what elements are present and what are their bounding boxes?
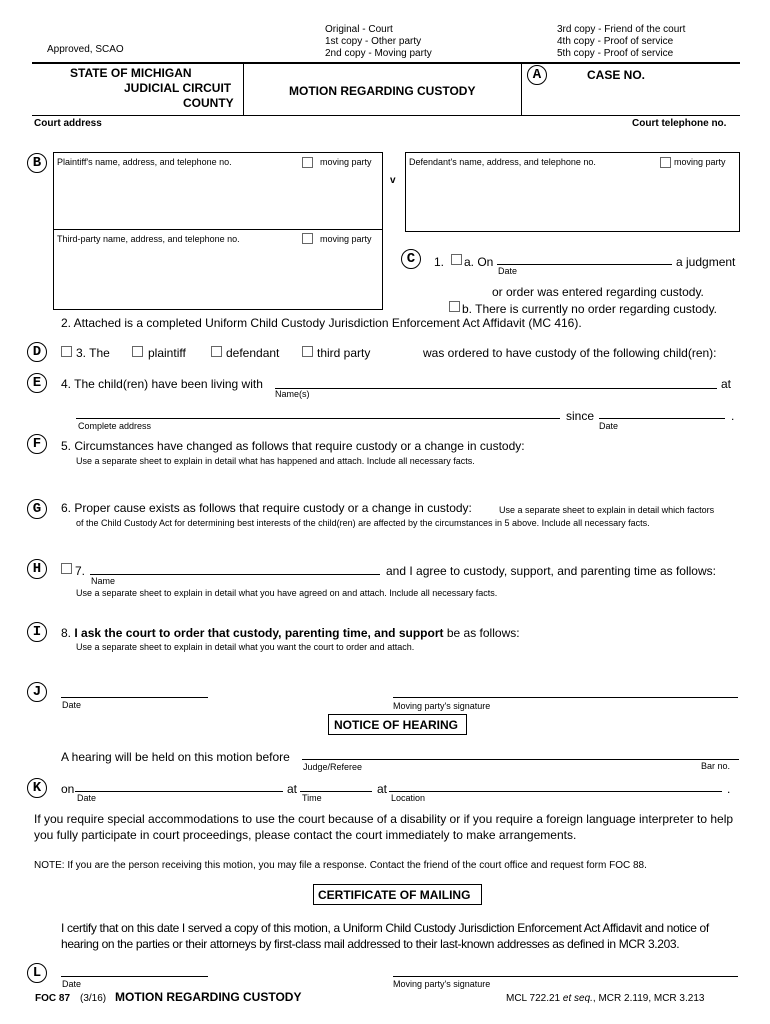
marker-j-icon: J [27, 682, 47, 702]
item6-note-2: of the Child Custody Act for determining best interests of the child(ren) are affected by the circumstances in 5 above. Include all necessary facts. [76, 518, 650, 528]
accommodations-text: If you require special accommodations to use the court because of a disability or if you require a foreign language interpreter to help you fully participate in court proceedings, please contact the court immediately to make arrangements. [34, 812, 734, 842]
sig2-signature-caption: Moving party's signature [393, 979, 491, 989]
state-label: STATE OF MICHIGAN [70, 66, 192, 80]
item4-date-caption: Date [599, 421, 619, 431]
court-address-label: Court address [34, 118, 102, 129]
item2-text: 2. Attached is a completed Uniform Child Custody Jurisdiction Enforcement Act Affidavit (MC 416). [61, 316, 582, 330]
item1b-checkbox[interactable] [449, 301, 460, 312]
item1-judgment-text: a judgment [676, 255, 736, 269]
moving-party-label: moving party [320, 234, 372, 244]
item4-text: 4. The child(ren) have been living with [61, 377, 263, 391]
item4-at: at [721, 377, 732, 391]
item1a-label: a. On [464, 255, 494, 269]
item7-note: Use a separate sheet to explain in detail what you have agreed on and attach. Include all necessary facts. [76, 588, 498, 598]
divider [521, 63, 522, 116]
certificate-text: I certify that on this date I served a copy of this motion, a Uniform Child Custody Jurisdiction Enforcement Act Affidavit and notice of hearing on the parties or their attorneys by first-class mail addressed to their last-known addresses as defined in MCR 3.203. [61, 921, 709, 951]
sig1-signature-caption: Moving party's signature [393, 701, 491, 711]
hearing-date-field[interactable] [75, 791, 283, 792]
copy-line: 5th copy - Proof of service [557, 48, 674, 59]
item3-plaintiff-label: plaintiff [148, 346, 186, 360]
sig1-date-caption: Date [62, 700, 82, 710]
moving-party-label: moving party [674, 157, 726, 167]
response-note: NOTE: If you are the person receiving this motion, you may file a response. Contact the friend of the court office and request form FOC 88. [34, 860, 647, 871]
at-label-2: at [377, 782, 388, 796]
item3-defendant-label: defendant [226, 346, 280, 360]
copy-distribution-left [325, 24, 432, 60]
form-number: FOC 87 [35, 993, 71, 1004]
judge-caption: Judge/Referee [303, 762, 363, 772]
defendant-moving-party-checkbox[interactable] [660, 157, 671, 168]
copy-line: 2nd copy - Moving party [325, 48, 432, 59]
item1-continuation: or order was entered regarding custody. [492, 285, 704, 299]
third-party-label: Third-party name, address, and telephone no. [57, 234, 240, 244]
sig1-signature-field[interactable] [393, 697, 738, 698]
citation-mcl: MCL 722.21 [506, 993, 563, 1004]
copy-line: Original - Court [325, 24, 393, 35]
item3-rest: was ordered to have custody of the following child(ren): [423, 346, 717, 360]
sig2-date-caption: Date [62, 979, 82, 989]
item8-text [61, 626, 520, 640]
item8-bold-text: I ask the court to order that custody, parenting time, and support [74, 626, 444, 640]
defendant-label: Defendant's name, address, and telephone no. [409, 157, 596, 167]
item4-names-field[interactable] [275, 388, 717, 389]
marker-e-icon: E [27, 373, 47, 393]
hearing-text: A hearing will be held on this motion before [61, 750, 290, 764]
item6-text: 6. Proper cause exists as follows that require custody or a change in custody: [61, 501, 472, 515]
judicial-circuit-label: JUDICIAL CIRCUIT [124, 81, 232, 95]
plaintiff-label: Plaintiff's name, address, and telephone no. [57, 157, 232, 167]
divider [243, 63, 244, 116]
marker-b-icon: B [27, 153, 47, 173]
hearing-time-caption: Time [302, 793, 322, 803]
item3-defendant-checkbox[interactable] [211, 346, 222, 357]
item3-label: 3. The [76, 346, 110, 360]
copy-line: 4th copy - Proof of service [557, 36, 674, 47]
item4-address-caption: Complete address [78, 421, 152, 431]
form-revision: (3/16) [80, 993, 107, 1004]
item6-note-1: Use a separate sheet to explain in detail which factors [499, 505, 715, 515]
item1-number: 1. [434, 255, 445, 269]
item8-rest: be as follows: [446, 626, 520, 640]
marker-i-icon: I [27, 622, 47, 642]
citation-et-seq: et seq. [562, 993, 593, 1004]
marker-l-icon: L [27, 963, 47, 983]
bar-no-caption: Bar no. [701, 761, 731, 771]
third-party-moving-party-checkbox[interactable] [302, 233, 313, 244]
item4-period: . [731, 409, 735, 423]
item3-plaintiff-checkbox[interactable] [132, 346, 143, 357]
item3-third-party-checkbox[interactable] [302, 346, 313, 357]
hearing-location-caption: Location [391, 793, 426, 803]
item3-checkbox[interactable] [61, 346, 72, 357]
item1-date-field[interactable] [497, 264, 672, 265]
marker-a-icon: A [527, 65, 547, 85]
item1-date-caption: Date [498, 266, 518, 276]
marker-c-icon: C [401, 249, 421, 269]
item3-third-party-label: third party [317, 346, 371, 360]
form-title: MOTION REGARDING CUSTODY [289, 84, 476, 98]
footer-title: MOTION REGARDING CUSTODY [115, 990, 302, 1004]
item5-note: Use a separate sheet to explain in detail what has happened and attach. Include all necessary facts. [76, 456, 475, 466]
marker-h-icon: H [27, 559, 47, 579]
item4-date-field[interactable] [599, 418, 725, 419]
at-label-1: at [287, 782, 298, 796]
approval-text: Approved, SCAO [47, 44, 124, 55]
copy-distribution-right [557, 24, 685, 60]
item7-checkbox[interactable] [61, 563, 72, 574]
item7-rest: and I agree to custody, support, and parenting time as follows: [386, 564, 716, 578]
copy-line: 1st copy - Other party [325, 36, 422, 47]
item7-name-field[interactable] [90, 574, 380, 575]
item7-number: 7. [75, 564, 86, 578]
plaintiff-moving-party-checkbox[interactable] [302, 157, 313, 168]
item4-since: since [566, 409, 595, 423]
item1b-label: b. There is currently no order regarding custody. [462, 302, 718, 316]
county-label: COUNTY [183, 96, 234, 110]
moving-party-label: moving party [320, 157, 372, 167]
notice-title: NOTICE OF HEARING [334, 718, 459, 732]
hearing-period: . [727, 782, 731, 796]
certificate-title: CERTIFICATE OF MAILING [318, 888, 471, 902]
on-label: on [61, 782, 75, 796]
marker-d-icon: D [27, 342, 47, 362]
hearing-date-caption: Date [77, 793, 97, 803]
item8-note: Use a separate sheet to explain in detail what you want the court to order and attach. [76, 642, 415, 652]
item8-number: 8. [61, 626, 72, 640]
item7-name-caption: Name [91, 576, 116, 586]
citation-mcr: , MCR 2.119, MCR 3.213 [592, 993, 705, 1004]
hearing-time-field[interactable] [300, 791, 372, 792]
marker-g-icon: G [27, 499, 47, 519]
marker-f-icon: F [27, 434, 47, 454]
item1a-checkbox[interactable] [451, 254, 462, 265]
item4-address-field[interactable] [76, 418, 560, 419]
item4-names-caption: Name(s) [275, 389, 310, 399]
item5-text: 5. Circumstances have changed as follows that require custody or a change in custody: [61, 439, 525, 453]
hearing-location-field[interactable] [389, 791, 722, 792]
copy-line: 3rd copy - Friend of the court [557, 24, 686, 35]
court-phone-label: Court telephone no. [632, 118, 727, 129]
case-no-label: CASE NO. [587, 68, 646, 82]
judge-field[interactable] [302, 759, 739, 760]
versus-label: v [390, 175, 396, 186]
sig2-date-field[interactable] [61, 976, 208, 977]
sig2-signature-field[interactable] [393, 976, 738, 977]
footer-citation [506, 993, 704, 1004]
marker-k-icon: K [27, 778, 47, 798]
sig1-date-field[interactable] [61, 697, 208, 698]
